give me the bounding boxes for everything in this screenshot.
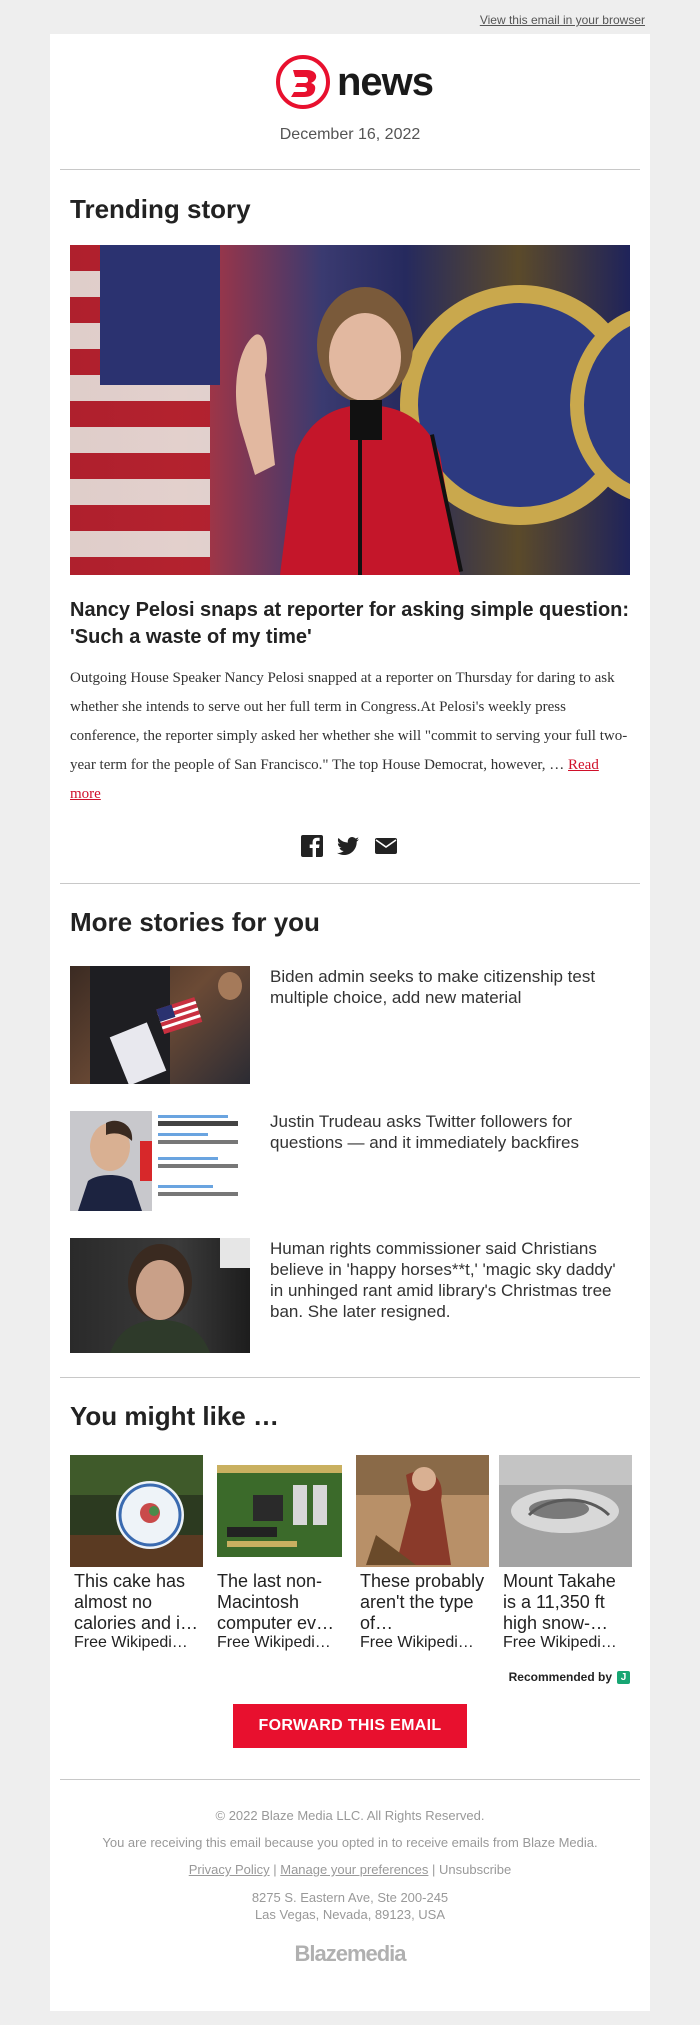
recommender-logo-icon: J bbox=[617, 1671, 630, 1684]
footer-reason: You are receiving this email because you opted in to receive emails from Blaze Media. bbox=[102, 1835, 598, 1850]
commissioner-portrait-graphic bbox=[70, 1238, 250, 1353]
email-card bbox=[50, 34, 650, 2011]
footer-copyright: © 2022 Blaze Media LLC. All Rights Reserved. bbox=[215, 1808, 485, 1823]
footer-address-line1: 8275 S. Eastern Ave, Ste 200-245 bbox=[251, 1890, 449, 1905]
trending-story-image[interactable] bbox=[70, 245, 630, 575]
recommendation-image[interactable] bbox=[356, 1455, 489, 1567]
recommendation-card[interactable] bbox=[499, 1455, 632, 1652]
painting-graphic bbox=[356, 1455, 489, 1567]
share-row bbox=[50, 834, 650, 858]
recommendation-source: Free Wikipedi… bbox=[74, 1634, 188, 1651]
email-icon[interactable] bbox=[372, 834, 400, 858]
footer-separator: | bbox=[269, 1862, 281, 1877]
recommendation-card[interactable] bbox=[213, 1455, 346, 1652]
issue-date: December 16, 2022 bbox=[279, 126, 421, 143]
might-like-title: You might like … bbox=[70, 1401, 279, 1431]
trudeau-tweet-graphic bbox=[70, 1111, 250, 1211]
news-logo[interactable] bbox=[275, 54, 433, 110]
manage-preferences-link[interactable]: Manage your preferences bbox=[280, 1862, 429, 1877]
list-item[interactable] bbox=[70, 1111, 630, 1211]
list-item[interactable] bbox=[70, 1238, 630, 1353]
blaze-media-logo[interactable]: Blazemedia bbox=[294, 1941, 406, 1966]
mountain-aerial-graphic bbox=[499, 1455, 632, 1567]
story-title[interactable]: Biden admin seeks to make citizenship test multiple choice, add new material bbox=[270, 967, 596, 1007]
recommendation-title[interactable]: The last non-Macintosh computer ev… bbox=[217, 1571, 335, 1633]
recommendation-image[interactable] bbox=[70, 1455, 203, 1567]
trending-body bbox=[70, 664, 630, 809]
recommendation-title[interactable]: Mount Takahe is a 11,350 ft high snow-… bbox=[503, 1571, 616, 1633]
forward-email-button[interactable]: FORWARD THIS EMAIL bbox=[233, 1704, 467, 1748]
recommendation-title[interactable]: These probably aren't the type of… bbox=[360, 1571, 485, 1633]
footer-separator: | bbox=[428, 1862, 440, 1877]
logo-wordmark: news bbox=[337, 59, 434, 104]
more-stories-title: More stories for you bbox=[70, 907, 320, 937]
recommended-by[interactable] bbox=[509, 1670, 630, 1684]
recommendation-title[interactable]: This cake has almost no calories and i… bbox=[74, 1571, 199, 1633]
divider bbox=[60, 883, 640, 884]
trending-section-title: Trending story bbox=[70, 194, 251, 224]
trending-headline[interactable]: Nancy Pelosi snaps at reporter for asking simple question: 'Such a waste of my time' bbox=[70, 599, 630, 648]
view-in-browser-link[interactable]: View this email in your browser bbox=[479, 13, 645, 27]
story-title[interactable]: Human rights commissioner said Christians believe in 'happy horses**t,' 'magic sky daddy' in unhinged rant amid library's Christmas tree ban. She later resigned. bbox=[270, 1239, 616, 1321]
recommendation-source: Free Wikipedi… bbox=[503, 1634, 617, 1651]
recommendation-card[interactable] bbox=[356, 1455, 489, 1652]
recommended-by-label: Recommended by bbox=[508, 1670, 612, 1684]
blaze-logo-icon bbox=[275, 54, 331, 110]
privacy-policy-link[interactable]: Privacy Policy bbox=[188, 1862, 270, 1877]
read-more-link[interactable]: Read more bbox=[70, 757, 599, 802]
divider bbox=[60, 169, 640, 170]
recommendations-grid bbox=[70, 1455, 630, 1652]
divider bbox=[60, 1377, 640, 1378]
cake-plate-graphic bbox=[70, 1455, 203, 1567]
facebook-icon[interactable] bbox=[300, 834, 324, 858]
recommendation-image[interactable] bbox=[213, 1455, 346, 1567]
footer-address-line2: Las Vegas, Nevada, 89123, USA bbox=[254, 1907, 446, 1922]
recommendation-source: Free Wikipedi… bbox=[217, 1634, 331, 1651]
divider bbox=[60, 1779, 640, 1780]
footer-links bbox=[50, 1862, 650, 1877]
top-bar bbox=[0, 0, 700, 34]
recommendation-image[interactable] bbox=[499, 1455, 632, 1567]
speaker-figure bbox=[200, 265, 500, 575]
recommendation-card[interactable] bbox=[70, 1455, 203, 1652]
story-thumbnail[interactable] bbox=[70, 1238, 250, 1353]
story-thumbnail[interactable] bbox=[70, 1111, 250, 1211]
email-header bbox=[50, 34, 650, 169]
list-item[interactable] bbox=[70, 966, 630, 1084]
citizenship-flag-graphic bbox=[70, 966, 250, 1084]
twitter-icon[interactable] bbox=[336, 834, 360, 858]
story-title[interactable]: Justin Trudeau asks Twitter followers for questions — and it immediately backfires bbox=[270, 1112, 579, 1152]
story-thumbnail[interactable] bbox=[70, 966, 250, 1084]
recommendation-source: Free Wikipedi… bbox=[360, 1634, 474, 1651]
trending-body-text: Outgoing House Speaker Nancy Pelosi snapped at a reporter on Thursday for daring to ask whether she intends to serve out her full term in Congress.At Pelosi's weekly press conference, the reporter simply asked her whether she will "commit to serving your full two-year term for the people of San Francisco." The top House Democrat, however, … bbox=[70, 670, 628, 773]
circuit-board-graphic bbox=[213, 1455, 346, 1567]
unsubscribe-link[interactable]: Unsubscribe bbox=[439, 1862, 512, 1877]
